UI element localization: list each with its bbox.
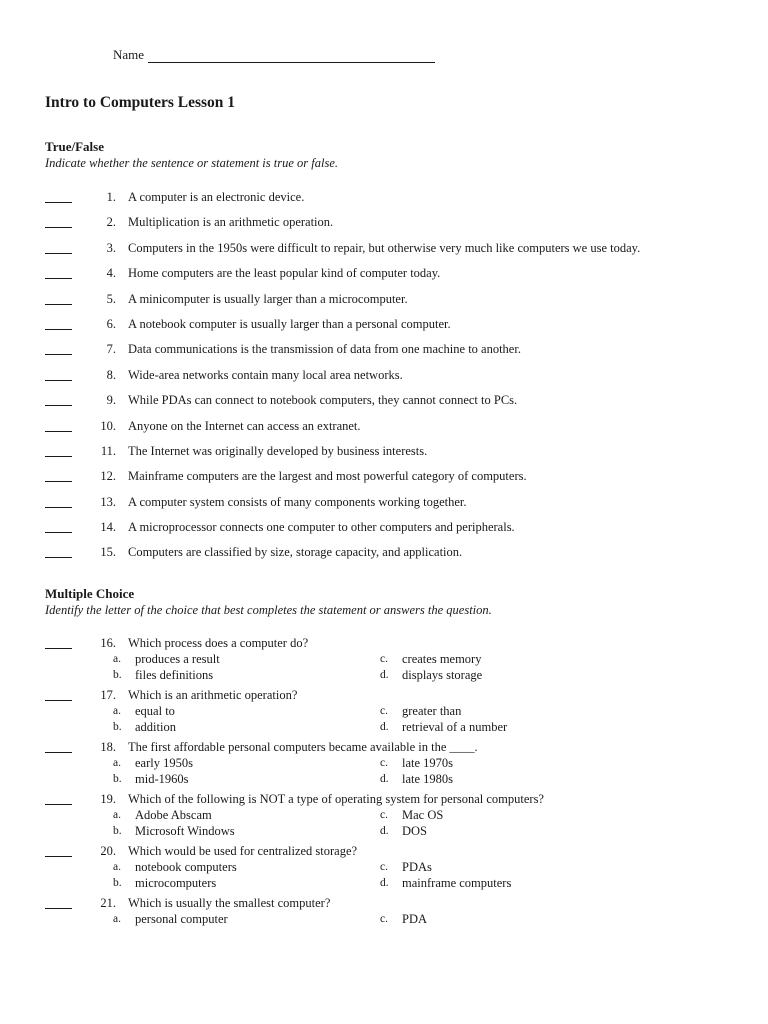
- mc-question: [45, 687, 745, 735]
- answer-choice: [380, 719, 680, 735]
- question-number: 9.: [106, 393, 116, 408]
- question-text: Which process does a computer do?: [128, 636, 309, 650]
- question-number: 17.: [100, 688, 116, 702]
- name-label: Name: [113, 47, 145, 62]
- mc-question-stem: [45, 791, 745, 807]
- answer-blank[interactable]: [45, 189, 72, 203]
- mc-question: [45, 739, 745, 787]
- mc-choices: [113, 911, 745, 927]
- page-title: Intro to Computers Lesson 1: [45, 94, 236, 111]
- choice-letter: b.: [113, 825, 122, 838]
- choice-text: addition: [135, 720, 176, 735]
- choice-letter: c.: [380, 809, 388, 821]
- choice-text: DOS: [402, 824, 428, 839]
- tf-question-row: [45, 468, 745, 493]
- mc-choices: [113, 703, 745, 735]
- choice-text: PDAs: [402, 860, 432, 874]
- answer-blank[interactable]: [45, 418, 72, 432]
- multiple-choice-heading: Multiple Choice: [45, 586, 135, 601]
- question-text: Which is an arithmetic operation?: [128, 688, 298, 702]
- answer-choice: [113, 755, 380, 771]
- multiple-choice-instructions: Identify the letter of the choice that best completes the statement or answers the question.: [45, 603, 492, 617]
- question-text: The Internet was originally developed by business interests.: [128, 443, 428, 458]
- tf-question-row: [45, 367, 745, 392]
- choice-text: produces a result: [135, 652, 220, 666]
- mc-choices: [113, 755, 745, 787]
- choice-letter: b.: [113, 773, 122, 786]
- tf-question-row: [45, 519, 745, 544]
- question-text: Which is usually the smallest computer?: [128, 896, 331, 910]
- answer-blank[interactable]: [45, 895, 72, 909]
- choice-text: creates memory: [402, 652, 482, 666]
- question-text: A notebook computer is usually larger than a personal computer.: [128, 316, 451, 331]
- mc-choices: [113, 859, 745, 891]
- answer-choice: [113, 875, 380, 891]
- mc-choices: [113, 651, 745, 683]
- tf-question-row: [45, 291, 745, 316]
- choice-text: personal computer: [135, 912, 228, 926]
- answer-blank[interactable]: [45, 214, 72, 228]
- tf-question-row: [45, 316, 745, 341]
- choice-text: microcomputers: [135, 876, 217, 891]
- mc-question-stem: [45, 635, 745, 651]
- answer-choice: [380, 823, 680, 839]
- choice-letter: c.: [380, 757, 388, 769]
- choice-letter: a.: [113, 705, 121, 717]
- choice-text: displays storage: [402, 668, 483, 683]
- question-text: A computer is an electronic device.: [128, 190, 305, 204]
- choice-text: greater than: [402, 704, 462, 718]
- choice-letter: d.: [380, 773, 389, 786]
- question-number: 13.: [100, 494, 116, 509]
- answer-choice: [113, 719, 380, 735]
- question-number: 6.: [106, 316, 116, 331]
- question-number: 20.: [100, 844, 116, 858]
- choice-letter: d.: [380, 721, 389, 734]
- tf-question-row: [45, 341, 745, 366]
- answer-blank[interactable]: [45, 468, 72, 482]
- mc-question: [45, 791, 745, 839]
- choice-letter: a.: [113, 757, 121, 769]
- question-text: The first affordable personal computers became available in the ____.: [128, 740, 478, 754]
- answer-blank[interactable]: [45, 687, 72, 701]
- choice-letter: a.: [113, 913, 121, 925]
- choice-letter: b.: [113, 721, 122, 734]
- choice-text: notebook computers: [135, 860, 237, 874]
- question-text: Anyone on the Internet can access an extranet.: [128, 418, 361, 433]
- answer-blank[interactable]: [45, 544, 72, 558]
- answer-blank[interactable]: [45, 791, 72, 805]
- choice-letter: c.: [380, 705, 388, 717]
- answer-choice: [380, 807, 680, 823]
- name-field: [113, 47, 435, 63]
- choice-text: retrieval of a number: [402, 720, 508, 735]
- tf-question-row: [45, 418, 745, 443]
- true-false-instructions: Indicate whether the sentence or statement is true or false.: [45, 156, 338, 170]
- choice-letter: c.: [380, 653, 388, 665]
- answer-choice: [113, 807, 380, 823]
- answer-blank[interactable]: [45, 316, 72, 330]
- question-number: 14.: [100, 520, 116, 535]
- question-text: Multiplication is an arithmetic operation.: [128, 215, 334, 230]
- question-text: Data communications is the transmission of data from one machine to another.: [128, 342, 521, 357]
- answer-blank[interactable]: [45, 494, 72, 508]
- answer-choice: [113, 703, 380, 719]
- choice-text: Mac OS: [402, 808, 444, 822]
- answer-blank[interactable]: [45, 635, 72, 649]
- question-text: Home computers are the least popular kind of computer today.: [128, 266, 441, 281]
- choice-text: files definitions: [135, 668, 214, 683]
- question-number: 11.: [100, 443, 116, 458]
- true-false-list: [45, 189, 745, 570]
- choice-letter: d.: [380, 669, 389, 682]
- question-text: Computers are classified by size, storage capacity, and application.: [128, 545, 463, 560]
- answer-choice: [380, 911, 680, 927]
- choice-letter: b.: [113, 877, 122, 890]
- question-number: 10.: [100, 418, 116, 433]
- question-number: 21.: [100, 896, 116, 910]
- question-number: 5.: [106, 291, 116, 306]
- answer-choice: [380, 875, 680, 891]
- answer-choice: [113, 667, 380, 683]
- answer-blank[interactable]: [45, 443, 72, 457]
- question-text: Computers in the 1950s were difficult to repair, but otherwise very much like computers we use today.: [128, 240, 641, 255]
- answer-blank[interactable]: [45, 240, 72, 254]
- choice-text: mid-1960s: [135, 772, 189, 787]
- choice-text: Microsoft Windows: [135, 824, 235, 839]
- tf-question-row: [45, 544, 745, 569]
- choice-letter: c.: [380, 913, 388, 925]
- answer-blank[interactable]: [45, 291, 72, 305]
- answer-choice: [113, 771, 380, 787]
- tf-question-row: [45, 265, 745, 290]
- question-text: Which of the following is NOT a type of operating system for personal computers?: [128, 792, 544, 806]
- question-number: 18.: [100, 740, 116, 754]
- tf-question-row: [45, 494, 745, 519]
- question-number: 8.: [106, 367, 116, 382]
- choice-letter: b.: [113, 669, 122, 682]
- choice-letter: a.: [113, 809, 121, 821]
- question-number: 7.: [106, 342, 116, 357]
- mc-question-stem: [45, 739, 745, 755]
- answer-choice: [380, 859, 680, 875]
- choice-letter: d.: [380, 825, 389, 838]
- choice-letter: c.: [380, 861, 388, 873]
- answer-choice: [113, 823, 380, 839]
- answer-blank[interactable]: [45, 367, 72, 381]
- answer-choice: [380, 771, 680, 787]
- question-text: Mainframe computers are the largest and most powerful category of computers.: [128, 469, 527, 484]
- answer-choice: [380, 755, 680, 771]
- question-text: A computer system consists of many components working together.: [128, 494, 467, 509]
- answer-blank[interactable]: [45, 265, 72, 279]
- true-false-heading: True/False: [45, 139, 104, 154]
- question-number: 15.: [100, 545, 116, 560]
- choice-text: equal to: [135, 704, 175, 718]
- multiple-choice-list: [45, 635, 745, 931]
- question-number: 2.: [106, 215, 116, 230]
- choice-text: late 1970s: [402, 756, 454, 770]
- mc-choices: [113, 807, 745, 839]
- choice-text: mainframe computers: [402, 876, 512, 891]
- choice-text: late 1980s: [402, 772, 454, 787]
- choice-text: PDA: [402, 912, 428, 926]
- answer-choice: [380, 703, 680, 719]
- answer-choice: [113, 911, 380, 927]
- mc-question: [45, 895, 745, 927]
- question-text: While PDAs can connect to notebook computers, they cannot connect to PCs.: [128, 393, 518, 408]
- mc-question-stem: [45, 687, 745, 703]
- question-number: 3.: [106, 240, 116, 255]
- choice-letter: d.: [380, 877, 389, 890]
- question-text: Wide-area networks contain many local area networks.: [128, 367, 403, 382]
- question-number: 12.: [100, 469, 116, 484]
- answer-blank[interactable]: [45, 519, 72, 533]
- choice-text: early 1950s: [135, 756, 193, 770]
- answer-choice: [113, 859, 380, 875]
- mc-question-stem: [45, 895, 745, 911]
- name-blank[interactable]: [148, 48, 435, 63]
- answer-choice: [380, 651, 680, 667]
- tf-question-row: [45, 189, 745, 214]
- mc-question: [45, 843, 745, 891]
- answer-choice: [380, 667, 680, 683]
- choice-letter: a.: [113, 653, 121, 665]
- answer-blank[interactable]: [45, 341, 72, 355]
- choice-text: Adobe Abscam: [135, 808, 212, 822]
- mc-question: [45, 635, 745, 683]
- answer-blank[interactable]: [45, 392, 72, 406]
- tf-question-row: [45, 392, 745, 417]
- tf-question-row: [45, 240, 745, 265]
- choice-letter: a.: [113, 861, 121, 873]
- answer-blank[interactable]: [45, 739, 72, 753]
- question-number: 19.: [100, 792, 116, 806]
- mc-question-stem: [45, 843, 745, 859]
- question-text: A microprocessor connects one computer to other computers and peripherals.: [128, 520, 515, 535]
- tf-question-row: [45, 214, 745, 239]
- question-number: 1.: [106, 190, 116, 204]
- answer-choice: [113, 651, 380, 667]
- question-text: A minicomputer is usually larger than a microcomputer.: [128, 291, 408, 306]
- question-number: 4.: [106, 266, 116, 281]
- question-text: Which would be used for centralized storage?: [128, 844, 358, 858]
- question-number: 16.: [100, 636, 116, 650]
- answer-blank[interactable]: [45, 843, 72, 857]
- tf-question-row: [45, 443, 745, 468]
